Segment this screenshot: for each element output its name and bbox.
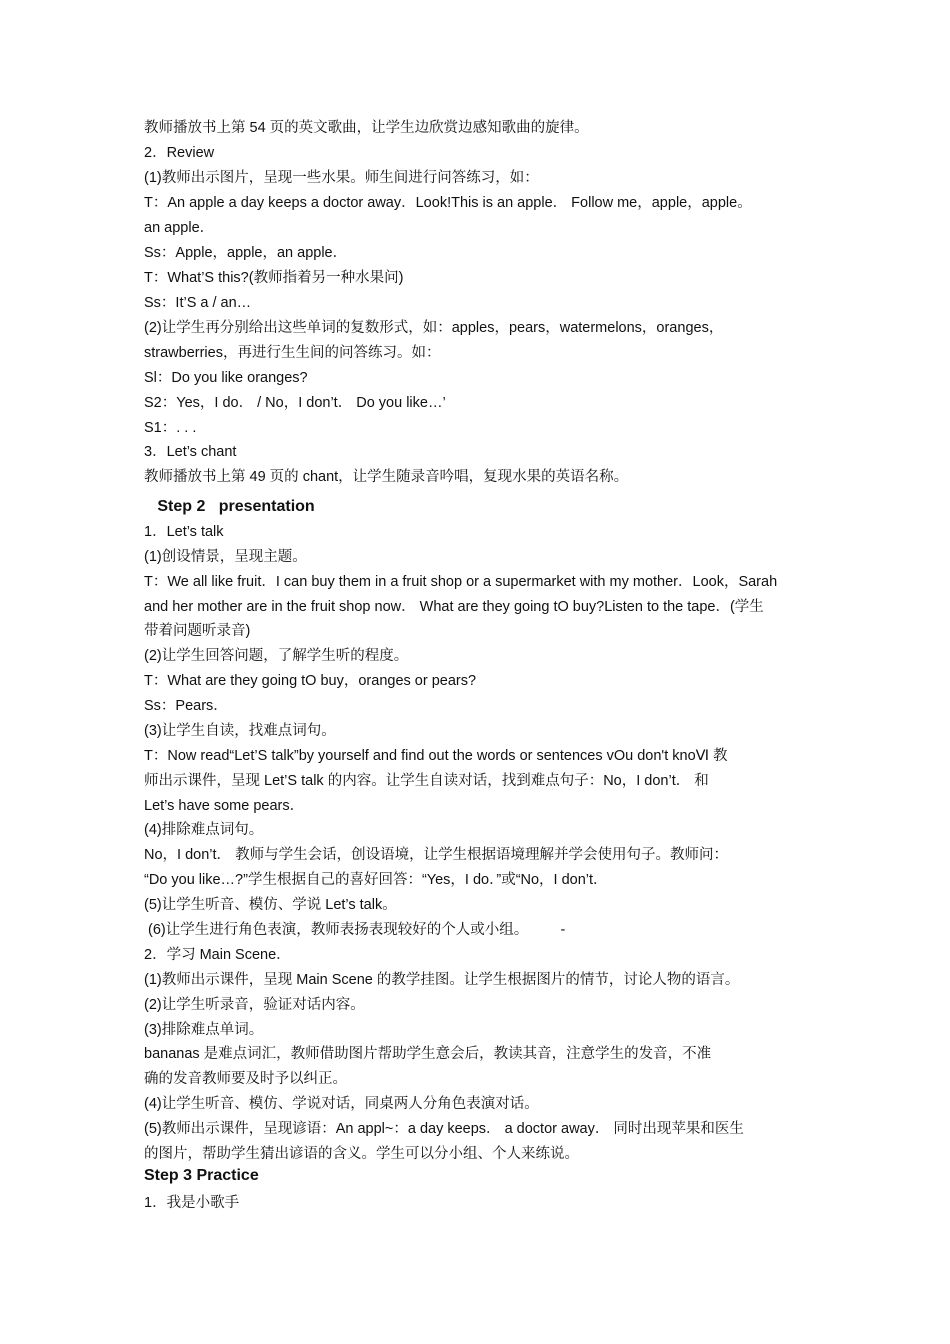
text-line: T：We all like fruit．I can buy them in a fruit shop or a supermarket with my mother．Look，Sarah — [144, 574, 778, 590]
text-line: 2．Review — [144, 145, 215, 161]
text-line: (4)排除难点词句。 — [144, 822, 264, 838]
text-line: Ss：It’S a / an… — [144, 295, 252, 311]
text-line: (5)让学生听音、模仿、学说 Let’s talk。 — [144, 897, 397, 913]
text-line: 1．Let’s talk — [144, 524, 224, 540]
text-line: T：What are they going tO buy，oranges or pears? — [144, 673, 477, 689]
text-line: S1：. . . — [144, 420, 197, 436]
text-line: 1．我是小歌手 — [144, 1195, 240, 1211]
text-line: 确的发音教师要及时予以纠正。 — [144, 1071, 347, 1087]
text-line: (1)教师出示课件，呈现 Main Scene 的教学挂图。让学生根据图片的情节，讨论人物的语言。 — [144, 972, 740, 988]
text-line: (2)让学生听录音，验证对话内容。 — [144, 997, 365, 1013]
text-line: Ss：Pears． — [144, 698, 228, 714]
section-heading: Step 3 Practice — [144, 1167, 259, 1184]
text-line: Sl：Do you like oranges? — [144, 370, 308, 386]
text-line: 师出示课件，呈现 Let’S talk 的内容。让学生自读对话，找到难点句子：No，I don’t． 和 — [144, 773, 709, 789]
text-line: (6)让学生进行角色表演，教师表扬表现较好的个人或小组。 - — [144, 922, 566, 938]
text-line: 教师播放书上第 54 页的英文歌曲，让学生边欣赏边感知歌曲的旋律。 — [144, 120, 589, 136]
text-line: 带着问题听录音) — [144, 623, 251, 639]
text-line: (4)让学生听音、模仿、学说对话，同桌两人分角色表演对话。 — [144, 1096, 539, 1112]
text-line: 3．Let’s chant — [144, 444, 237, 460]
text-line: (2)让学生回答问题，了解学生听的程度。 — [144, 648, 409, 664]
text-line: Let’s have some pears． — [144, 798, 305, 814]
text-line: bananas 是难点词汇，教师借助图片帮助学生意会后，教读其音，注意学生的发音，不准 — [144, 1046, 712, 1062]
text-line: No，I don’t． 教师与学生会话，创设语境，让学生根据语境理解并学会使用句子。教师问： — [144, 847, 729, 863]
text-line: 2．学习 Main Scene． — [144, 947, 291, 963]
text-line: (3)排除难点单词。 — [144, 1022, 264, 1038]
text-line: Ss：Apple，apple，an apple． — [144, 245, 348, 261]
text-line: 的图片，帮助学生猜出谚语的含义。学生可以分小组、个人来练说。 — [144, 1146, 579, 1162]
text-line: 教师播放书上第 49 页的 chant，让学生随录音吟唱，复现水果的英语名称。 — [144, 469, 629, 485]
text-line: T：Now read“Let’S talk”by yourself and find out the words or sentences vOu don't knoⅥ 教 — [144, 748, 728, 764]
text-line: strawberries，再进行生生间的问答练习。如： — [144, 345, 441, 361]
section-heading: Step 2 presentation — [144, 498, 315, 515]
text-line: (5)教师出示课件，呈现谚语：An appl~：a day keeps． a doctor away． 同时出现苹果和医生 — [144, 1121, 744, 1137]
text-line: an apple． — [144, 220, 215, 236]
text-line: “Do you like…?”学生根据自己的喜好回答：“Yes，I do．”或“No，I don’t． — [144, 872, 608, 888]
text-line: and her mother are in the fruit shop now． What are they going tO buy?Listen to the tape．(学生 — [144, 599, 764, 615]
text-line: T：An apple a day keeps a doctor away．Look!This is an apple． Follow me，apple，apple。 — [144, 195, 752, 211]
text-line: T：What’S this?(教师指着另一种水果问) — [144, 270, 404, 286]
text-line: (1)教师出示图片，呈现一些水果。师生间进行问答练习，如： — [144, 170, 539, 186]
text-line: (1)创设情景，呈现主题。 — [144, 549, 307, 565]
text-line: (2)让学生再分别给出这些单词的复数形式，如：apples，pears，watermelons，oranges， — [144, 320, 724, 336]
text-line: (3)让学生自读，找难点词句。 — [144, 723, 336, 739]
text-line: S2：Yes，I do． / No，I don’t． Do you like…’ — [144, 395, 446, 411]
